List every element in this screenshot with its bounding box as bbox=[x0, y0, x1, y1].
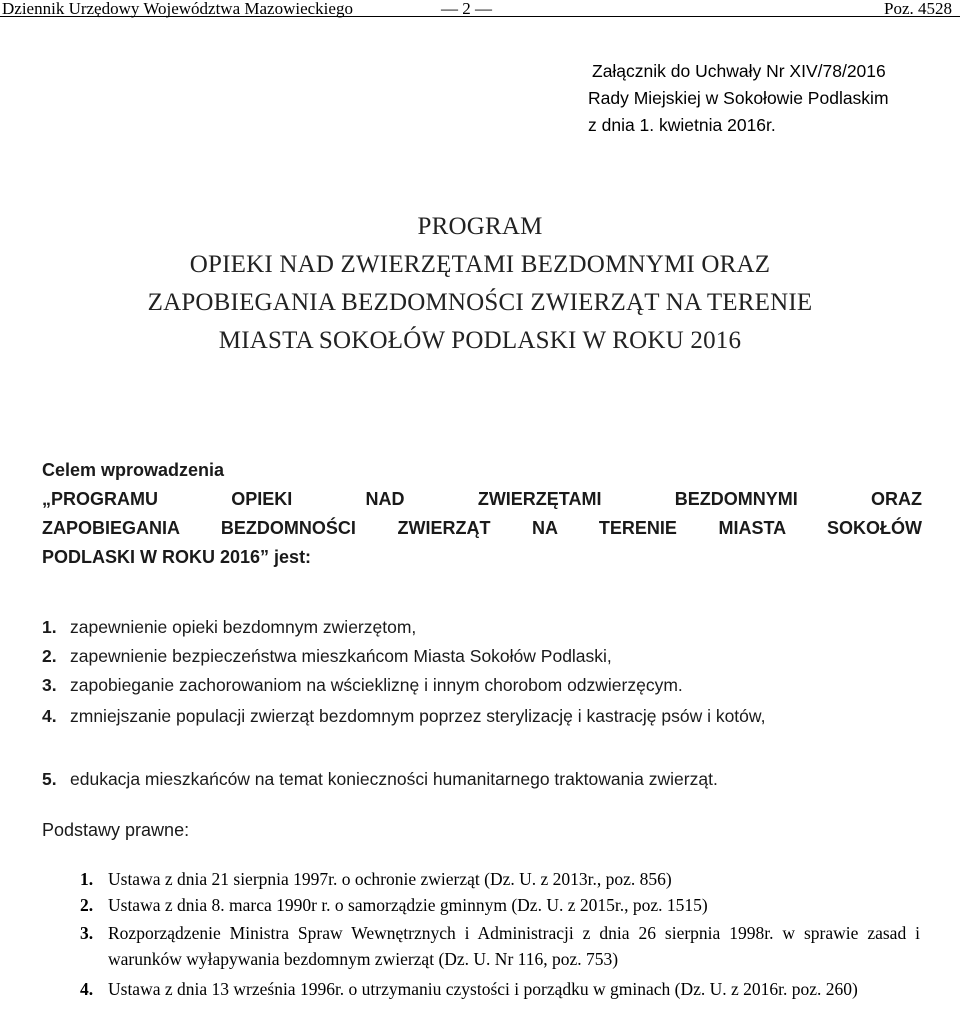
list-item-number: 2. bbox=[42, 646, 57, 666]
annex-line-1: Załącznik do Uchwały Nr XIV/78/2016 bbox=[592, 61, 886, 81]
list-item-number: 3. bbox=[80, 923, 94, 943]
list-item-number: 1. bbox=[42, 617, 57, 637]
list-item-number: 3. bbox=[42, 675, 57, 695]
legal-basis-heading: Podstawy prawne: bbox=[42, 820, 190, 840]
list-item-text: Ustawa z dnia 8. marca 1990r r. o samorządzie gminnym (Dz. U. z 2015r., poz. 1515) bbox=[108, 895, 708, 915]
publication-name: Dziennik Urzędowy Województwa Mazowieckiego bbox=[2, 0, 353, 18]
list-item-number: 4. bbox=[80, 979, 94, 999]
page-header bbox=[0, 0, 960, 22]
list-item-text: edukacja mieszkańców na temat konieczności humanitarnego traktowania zwierząt. bbox=[70, 769, 718, 789]
intro-line-1: Celem wprowadzenia bbox=[42, 460, 225, 480]
list-item-number: 5. bbox=[42, 769, 57, 789]
header-rule bbox=[0, 16, 960, 17]
list-item-number: 2. bbox=[80, 895, 94, 915]
list-item-text: zapewnienie opieki bezdomnym zwierzętom, bbox=[70, 617, 417, 637]
title-line-2: OPIEKI NAD ZWIERZĘTAMI BEZDOMNYMI ORAZ bbox=[189, 251, 771, 278]
title-line-1: PROGRAM bbox=[417, 213, 543, 240]
list-item-number: 1. bbox=[80, 869, 94, 889]
title-line-4: MIASTA SOKOŁÓW PODLASKI W ROKU 2016 bbox=[218, 327, 742, 354]
intro-line-2: „PROGRAMU OPIEKI NAD ZWIERZĘTAMI BEZDOMNYMI ORAZ bbox=[42, 489, 922, 509]
page-number: — 2 — bbox=[441, 0, 492, 18]
annex-line-3: z dnia 1. kwietnia 2016r. bbox=[588, 115, 776, 135]
list-item-text: zapobieganie zachorowaniom na wściekliznę i innym chorobom odzwierzęcym. bbox=[70, 675, 683, 695]
list-item-text: Ustawa z dnia 13 września 1996r. o utrzymaniu czystości i porządku w gminach (Dz. U. z 2016r. poz. 260) bbox=[108, 979, 858, 999]
title-line-3: ZAPOBIEGANIA BEZDOMNOŚCI ZWIERZĄT NA TERENIE bbox=[147, 289, 813, 316]
intro-line-4: PODLASKI W ROKU 2016” jest: bbox=[42, 547, 312, 567]
list-item-number: 4. bbox=[42, 706, 57, 726]
list-item-text: zmniejszanie populacji zwierząt bezdomnym poprzez sterylizację i kastrację psów i kotów, bbox=[70, 706, 766, 726]
position-number: Poz. 4528 bbox=[884, 0, 952, 18]
list-item-text: Rozporządzenie Ministra Spraw Wewnętrznych i Administracji z dnia 26 sierpnia 1998r. w sprawie zasad i warunków wyłapywania bezdomnym zwierząt (Dz. U. Nr 116, poz. 753) bbox=[108, 923, 920, 969]
intro-line-3: ZAPOBIEGANIA BEZDOMNOŚCI ZWIERZĄT NA TERENIE MIASTA SOKOŁÓW bbox=[42, 518, 922, 538]
annex-line-2: Rady Miejskiej w Sokołowie Podlaskim bbox=[588, 88, 889, 108]
list-item-text: Ustawa z dnia 21 sierpnia 1997r. o ochronie zwierząt (Dz. U. z 2013r., poz. 856) bbox=[108, 869, 672, 889]
list-item-text: zapewnienie bezpieczeństwa mieszkańcom Miasta Sokołów Podlaski, bbox=[70, 646, 612, 666]
